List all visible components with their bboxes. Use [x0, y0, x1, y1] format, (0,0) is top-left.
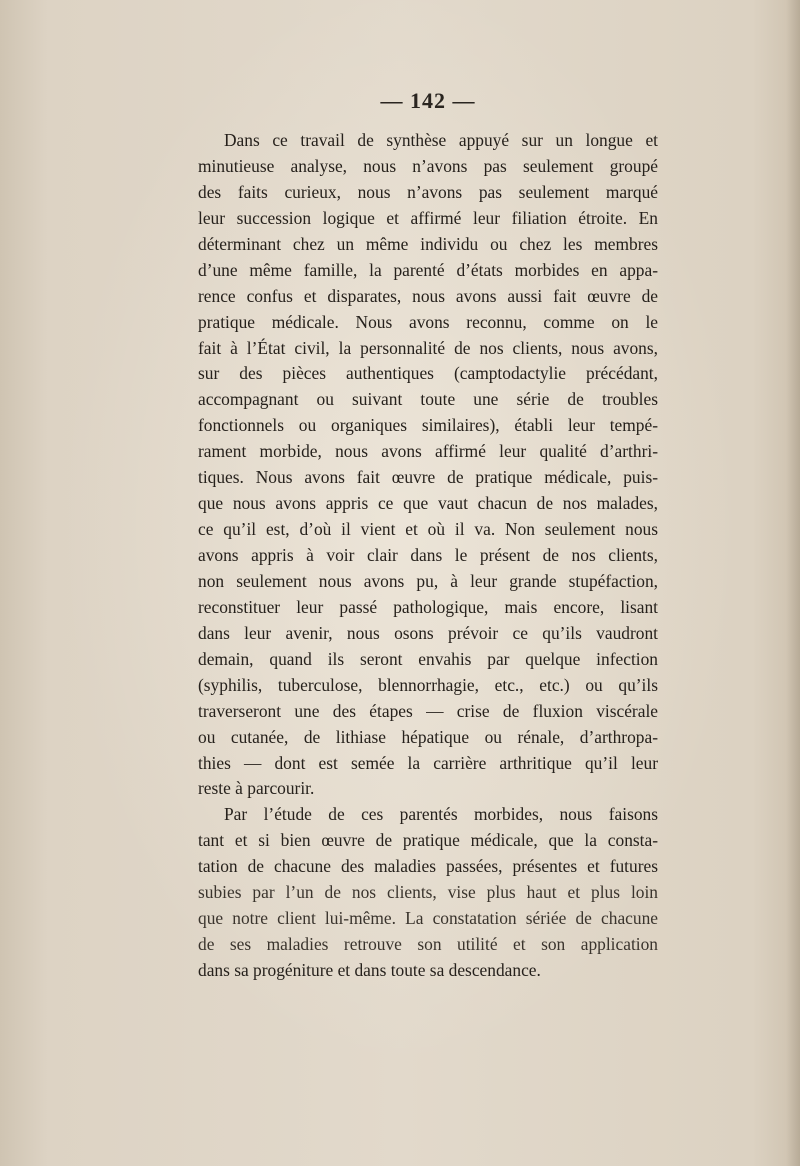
- text-line: pratique médicale. Nous avons reconnu, comme on le: [198, 311, 658, 332]
- text-line: tant et si bien œuvre de pratique médicale, que la consta-: [198, 830, 658, 851]
- text-line: que nous avons appris ce que vaut chacun de nos malades,: [198, 493, 658, 514]
- text-line: non seulement nous avons pu, à leur grande stupéfaction,: [198, 570, 658, 591]
- text-line: ce qu’il est, d’où il vient et où il va. Non seulement nous: [198, 519, 658, 540]
- text-line: fait à l’État civil, la personnalité de nos clients, nous avons,: [198, 337, 658, 358]
- text-line: dans sa progéniture et dans toute sa descendance.: [198, 960, 541, 980]
- text-line: dans leur avenir, nous osons prévoir ce qu’ils vaudront: [198, 622, 658, 643]
- paragraph-1: [198, 128, 658, 802]
- text-line: reconstituer leur passé pathologique, mais encore, lisant: [198, 596, 658, 617]
- text-line: minutieuse analyse, nous n’avons pas seulement groupé: [198, 155, 658, 176]
- paragraph-2: [198, 802, 658, 984]
- text-line: déterminant chez un même individu ou chez les membres: [198, 233, 658, 254]
- text-line: tiques. Nous avons fait œuvre de pratique médicale, puis-: [198, 467, 658, 488]
- text-line: (syphilis, tuberculose, blennorrhagie, etc., etc.) ou qu’ils: [198, 674, 658, 695]
- text-line: rament morbide, nous avons affirmé leur qualité d’arthri-: [198, 441, 658, 462]
- body-text: [198, 128, 658, 984]
- text-line: de ses maladies retrouve son utilité et son application: [198, 934, 658, 955]
- text-line: demain, quand ils seront envahis par quelque infection: [198, 648, 658, 669]
- text-line: des faits curieux, nous n’avons pas seulement marqué: [198, 181, 658, 202]
- text-line: leur succession logique et affirmé leur filiation étroite. En: [198, 207, 658, 228]
- text-line: reste à parcourir.: [198, 778, 315, 799]
- page-number: — 142 —: [380, 88, 476, 113]
- text-line: fonctionnels ou organiques similaires), établi leur tempé-: [198, 415, 658, 436]
- text-line: accompagnant ou suivant toute une série de troubles: [198, 389, 658, 410]
- text-line: que notre client lui-même. La constatation sériée de chacune: [198, 908, 658, 929]
- text-line: tation de chacune des maladies passées, présentes et futures: [198, 856, 658, 877]
- text-line: d’une même famille, la parenté d’états morbides en appa-: [198, 259, 658, 280]
- text-line: avons appris à voir clair dans le présent de nos clients,: [198, 545, 658, 565]
- text-line: ou cutanée, de lithiase hépatique ou rénale, d’arthropa-: [198, 726, 658, 747]
- text-line: Dans ce travail de synthèse appuyé sur un longue et: [224, 130, 658, 150]
- text-line: rence confus et disparates, nous avons aussi fait œuvre de: [198, 285, 658, 306]
- text-line: traverseront une des étapes — crise de fluxion viscérale: [198, 700, 658, 721]
- text-line: sur des pièces authentiques (camptodactylie précédant,: [198, 363, 658, 384]
- text-line: subies par l’un de nos clients, vise plus haut et plus loin: [198, 882, 658, 903]
- text-line: thies — dont est semée la carrière arthritique qu’il leur: [198, 752, 658, 773]
- text-line: Par l’étude de ces parentés morbides, nous faisons: [224, 804, 658, 825]
